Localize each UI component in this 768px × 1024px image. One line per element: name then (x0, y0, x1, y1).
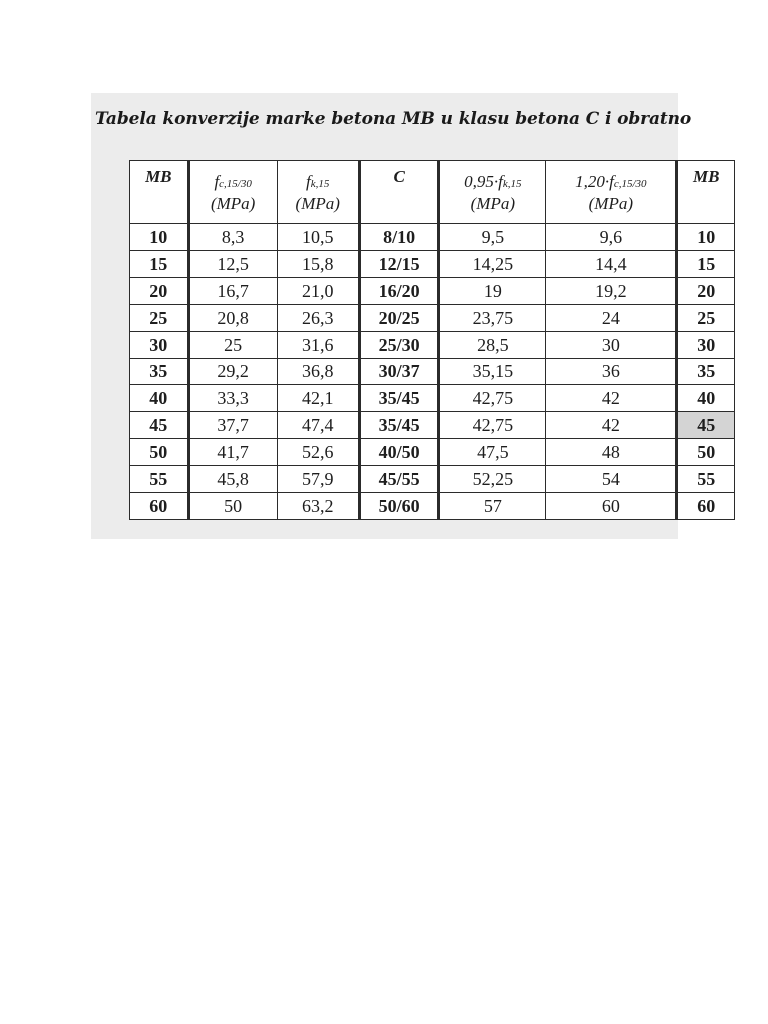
header-fk15: fk,15 (MPa) (277, 161, 359, 224)
table-cell: 42 (546, 412, 677, 439)
table-cell: 35/45 (359, 412, 439, 439)
table-cell: 60 (130, 493, 189, 520)
table-header-row (130, 161, 735, 224)
table-cell: 20 (677, 277, 735, 304)
table-cell: 14,25 (439, 250, 546, 277)
table-cell: 29,2 (188, 358, 277, 385)
table-cell: 19,2 (546, 277, 677, 304)
table-cell: 28,5 (439, 331, 546, 358)
table-cell: 37,7 (188, 412, 277, 439)
table-cell: 31,6 (277, 331, 359, 358)
table-cell: 50 (130, 439, 189, 466)
table-cell: 30 (546, 331, 677, 358)
table-cell: 40 (677, 385, 735, 412)
table-cell: 57 (439, 493, 546, 520)
table-cell: 19 (439, 277, 546, 304)
table-cell: 25 (677, 304, 735, 331)
table-row (130, 224, 735, 251)
table-cell: 40/50 (359, 439, 439, 466)
table-cell: 45,8 (188, 466, 277, 493)
table-cell: 12,5 (188, 250, 277, 277)
table-cell: 10,5 (277, 224, 359, 251)
table-cell: 35 (130, 358, 189, 385)
table-cell: 50/60 (359, 493, 439, 520)
table-row (130, 331, 735, 358)
table-cell: 26,3 (277, 304, 359, 331)
table-cell: 55 (130, 466, 189, 493)
table-cell: 50 (677, 439, 735, 466)
table-cell: 41,7 (188, 439, 277, 466)
table-cell: 30 (130, 331, 189, 358)
table-cell: 15 (677, 250, 735, 277)
table-row (130, 466, 735, 493)
table-cell: 60 (677, 493, 735, 520)
table-cell: 36,8 (277, 358, 359, 385)
table-cell: 42,75 (439, 385, 546, 412)
table-cell: 9,5 (439, 224, 546, 251)
table-cell: 35 (677, 358, 735, 385)
table-row (130, 493, 735, 520)
table-cell: 36 (546, 358, 677, 385)
table-cell: 42 (546, 385, 677, 412)
table-cell-highlighted: 45 (677, 412, 735, 439)
table-cell: 30 (677, 331, 735, 358)
table-cell: 8,3 (188, 224, 277, 251)
table-cell: 15 (130, 250, 189, 277)
table-row (130, 358, 735, 385)
table-cell: 57,9 (277, 466, 359, 493)
table-body (130, 224, 735, 520)
table-cell: 14,4 (546, 250, 677, 277)
table-row (130, 412, 735, 439)
table-cell: 20,8 (188, 304, 277, 331)
scanned-table-image (91, 93, 720, 539)
table-cell: 45/55 (359, 466, 439, 493)
table-cell: 52,25 (439, 466, 546, 493)
header-095-fk15: 0,95·fk,15 (MPa) (439, 161, 546, 224)
table-cell: 40 (130, 385, 189, 412)
table-row (130, 277, 735, 304)
table-cell: 35/45 (359, 385, 439, 412)
table-cell: 9,6 (546, 224, 677, 251)
table-cell: 50 (188, 493, 277, 520)
table-cell: 45 (130, 412, 189, 439)
table-cell: 42,1 (277, 385, 359, 412)
table-cell: 16,7 (188, 277, 277, 304)
table-cell: 42,75 (439, 412, 546, 439)
table-cell: 20 (130, 277, 189, 304)
header-c: C (359, 161, 439, 224)
header-120-fc15-30: 1,20·fc,15/30 (MPa) (546, 161, 677, 224)
table-cell: 12/15 (359, 250, 439, 277)
conversion-table (129, 160, 735, 520)
table-cell: 10 (677, 224, 735, 251)
table-cell: 47,5 (439, 439, 546, 466)
table-row (130, 439, 735, 466)
table-row (130, 250, 735, 277)
table-cell: 15,8 (277, 250, 359, 277)
table-cell: 8/10 (359, 224, 439, 251)
table-cell: 25 (130, 304, 189, 331)
table-cell: 63,2 (277, 493, 359, 520)
table-cell: 33,3 (188, 385, 277, 412)
table-cell: 47,4 (277, 412, 359, 439)
header-mb-right: MB (677, 161, 735, 224)
table-cell: 24 (546, 304, 677, 331)
header-fc15-30: fc,15/30 (MPa) (188, 161, 277, 224)
table-cell: 55 (677, 466, 735, 493)
table-cell: 21,0 (277, 277, 359, 304)
table-cell: 25/30 (359, 331, 439, 358)
table-cell: 23,75 (439, 304, 546, 331)
table-row (130, 304, 735, 331)
table-cell: 48 (546, 439, 677, 466)
table-cell: 52,6 (277, 439, 359, 466)
table-title: Tabela konverzije marke betona MB u klasu betona C i obratno (95, 109, 692, 129)
table-cell: 60 (546, 493, 677, 520)
table-cell: 16/20 (359, 277, 439, 304)
table-cell: 35,15 (439, 358, 546, 385)
table-cell: 54 (546, 466, 677, 493)
table-row (130, 385, 735, 412)
table-cell: 20/25 (359, 304, 439, 331)
header-mb: MB (130, 161, 189, 224)
table-cell: 30/37 (359, 358, 439, 385)
table-cell: 25 (188, 331, 277, 358)
table-cell: 10 (130, 224, 189, 251)
